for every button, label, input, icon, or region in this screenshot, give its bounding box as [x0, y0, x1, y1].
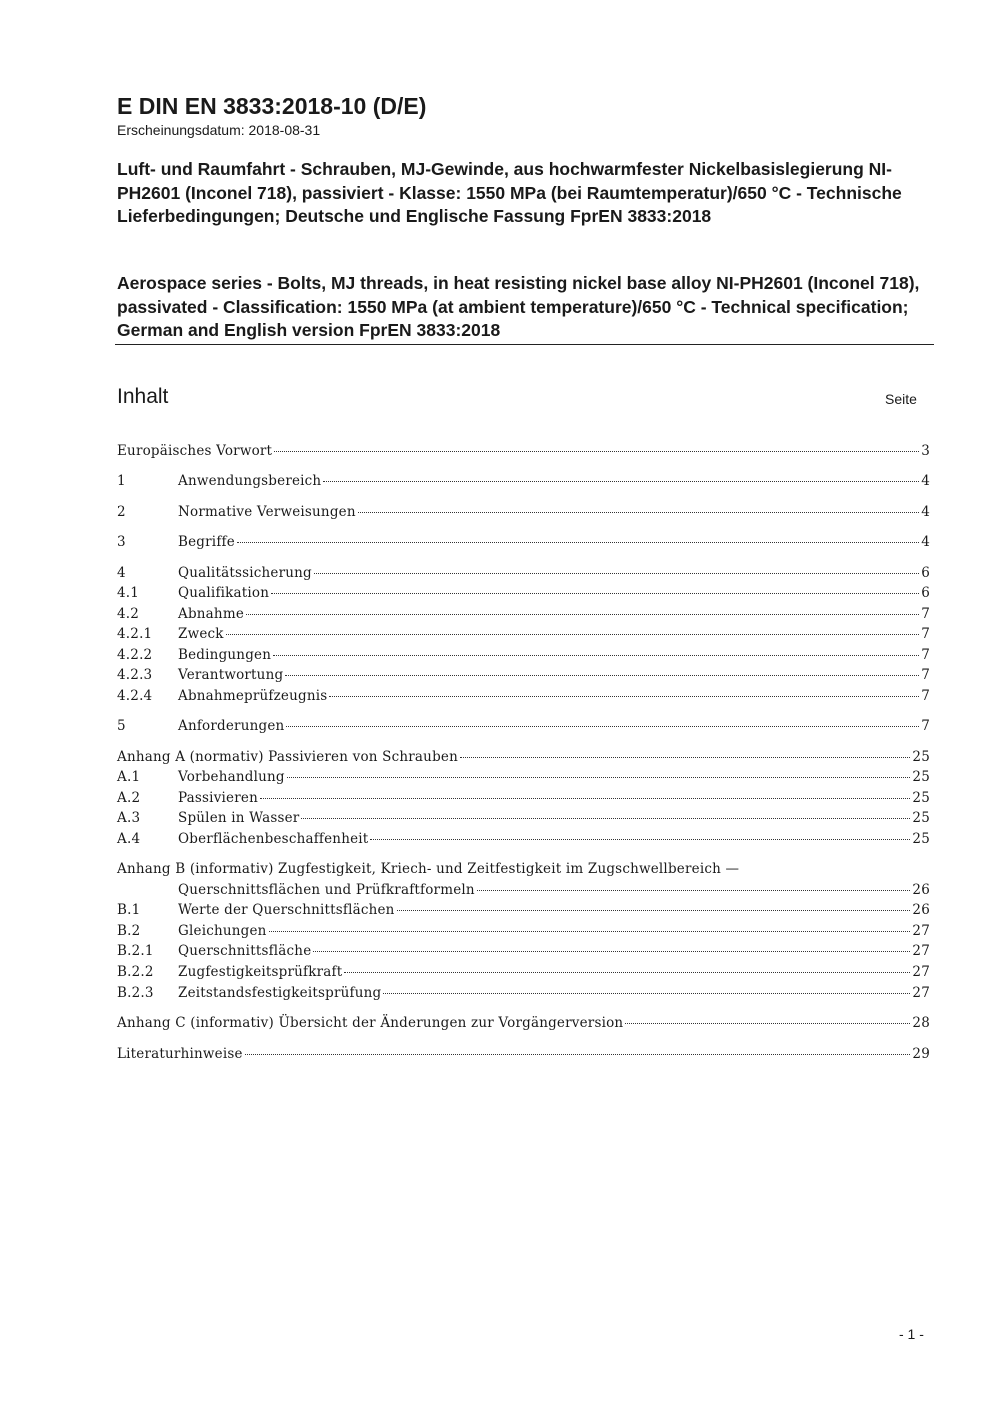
toc-entry-page: 7 — [921, 647, 930, 663]
toc-entry-number: B.1 — [117, 902, 141, 918]
toc-entry[interactable] — [117, 441, 930, 461]
toc-entry-title: Qualifikation — [178, 585, 270, 601]
toc-entry-page: 3 — [921, 443, 930, 459]
toc-entry[interactable] — [117, 1013, 930, 1033]
toc-entry-page: 7 — [921, 667, 930, 683]
toc-entry-title: Werte der Querschnittsflächen — [178, 902, 395, 918]
toc-dot-leader — [323, 481, 919, 482]
toc-entry-page: 29 — [912, 1046, 930, 1062]
toc-entry-title: Spülen in Wasser — [178, 810, 300, 826]
page-column-heading: Seite — [885, 391, 917, 407]
toc-entry[interactable] — [117, 900, 930, 920]
toc-dot-leader — [237, 542, 919, 543]
toc-entry-page: 26 — [912, 882, 930, 898]
toc-dot-leader — [286, 726, 919, 727]
title-english: Aerospace series - Bolts, MJ threads, in heat resisting nickel base alloy NI-PH2601 (Inconel 718), passivated - Classification: 1550 MPa (at ambient temperature)/650 °C - Technical specification; German and English version FprEN 3833:2018 — [117, 273, 920, 340]
toc-entry-number: 4.1 — [117, 585, 140, 601]
toc-dot-leader — [397, 910, 911, 911]
toc-entry-number: 4.2 — [117, 606, 140, 622]
toc-entry-page: 7 — [921, 718, 930, 734]
toc-entry[interactable] — [117, 962, 930, 982]
toc-entry[interactable] — [117, 665, 930, 685]
toc-entry[interactable] — [117, 1044, 930, 1064]
toc-entry-number: B.2.2 — [117, 964, 154, 980]
toc-dot-leader — [383, 993, 910, 994]
toc-entry-title: Querschnittsfläche — [178, 943, 312, 959]
toc-entry-title: Anhang C (informativ) Übersicht der Änderungen zur Vorgängerversion — [117, 1015, 624, 1031]
toc-dot-leader — [285, 675, 919, 676]
toc-entry-number: A.4 — [117, 831, 141, 847]
publication-date: Erscheinungsdatum: 2018-08-31 — [117, 122, 321, 138]
toc-entry[interactable] — [117, 583, 930, 603]
toc-entry-title: Anforderungen — [178, 718, 285, 734]
toc-entry[interactable] — [117, 563, 930, 583]
page-number: - 1 - — [899, 1326, 924, 1342]
toc-entry-page: 25 — [912, 790, 930, 806]
toc-entry-number: 4.2.4 — [117, 688, 153, 704]
toc-entry-title: Querschnittsflächen und Prüfkraftformeln — [178, 882, 475, 898]
toc-entry[interactable] — [117, 686, 930, 706]
toc-dot-leader — [370, 839, 910, 840]
toc-entry-page: 7 — [921, 626, 930, 642]
toc-dot-leader — [245, 1054, 911, 1055]
toc-entry-page: 4 — [921, 534, 930, 550]
toc-entry-number: 4.2.2 — [117, 647, 153, 663]
toc-entry-title: Vorbehandlung — [178, 769, 285, 785]
toc-dot-leader — [358, 512, 919, 513]
toc-entry[interactable] — [117, 716, 930, 736]
toc-entry-page: 6 — [921, 585, 930, 601]
toc-entry-title: Abnahme — [178, 606, 245, 622]
toc-entry-title: Europäisches Vorwort — [117, 443, 273, 459]
toc-entry-page: 4 — [921, 473, 930, 489]
toc-entry[interactable] — [117, 859, 930, 879]
toc-entry-title: Zugfestigkeitsprüfkraft — [178, 964, 343, 980]
toc-entry-title: Literaturhinweise — [117, 1046, 243, 1062]
toc-entry[interactable] — [117, 808, 930, 828]
toc-entry[interactable] — [117, 624, 930, 644]
toc-entry-title: Abnahmeprüfzeugnis — [178, 688, 328, 704]
toc-entry[interactable] — [117, 747, 930, 767]
toc-entry-title: Zeitstandsfestigkeitsprüfung — [178, 985, 382, 1001]
toc-dot-leader — [274, 451, 919, 452]
toc-dot-leader — [314, 573, 919, 574]
toc-entry-number: 4.2.1 — [117, 626, 153, 642]
toc-dot-leader — [477, 890, 911, 891]
toc-entry-number: 1 — [117, 473, 126, 489]
toc-entry[interactable] — [117, 502, 930, 522]
toc-entry[interactable] — [117, 983, 930, 1003]
toc-entry[interactable] — [117, 645, 930, 665]
toc-entry-title: Passivieren — [178, 790, 258, 806]
toc-entry[interactable] — [117, 604, 930, 624]
toc-entry-number: A.2 — [117, 790, 141, 806]
toc-dot-leader — [269, 931, 911, 932]
toc-entry-page: 27 — [912, 923, 930, 939]
toc-entry-page: 25 — [912, 749, 930, 765]
toc-entry-page: 6 — [921, 565, 930, 581]
toc-entry-title: Qualitätssicherung — [178, 565, 312, 581]
toc-entry-page: 28 — [912, 1015, 930, 1031]
toc-entry-page: 25 — [912, 831, 930, 847]
toc-entry[interactable] — [117, 532, 930, 552]
toc-entry-title: Zweck — [178, 626, 224, 642]
toc-entry-page: 27 — [912, 964, 930, 980]
toc-entry-number: B.2.1 — [117, 943, 154, 959]
toc-dot-leader — [344, 972, 910, 973]
toc-entry-title: Anhang A (normativ) Passivieren von Schrauben — [117, 749, 459, 765]
toc-entry-title: Gleichungen — [178, 923, 267, 939]
toc-entry-title: Verantwortung — [178, 667, 284, 683]
toc-entry-page: 26 — [912, 902, 930, 918]
toc-entry[interactable] — [117, 471, 930, 491]
toc-entry-page: 25 — [912, 810, 930, 826]
toc-entry-number: 3 — [117, 534, 126, 550]
toc-entry-title: Bedingungen — [178, 647, 272, 663]
document-id: E DIN EN 3833:2018-10 (D/E) — [117, 93, 427, 119]
toc-entry-title: Anwendungsbereich — [178, 473, 322, 489]
toc-entry[interactable] — [117, 921, 930, 941]
toc-entry-page: 7 — [921, 606, 930, 622]
toc-entry-title: Anhang B (informativ) Zugfestigkeit, Kriech- und Zeitfestigkeit im Zugschwellbereich — — [117, 861, 740, 877]
toc-entry-number: 4.2.3 — [117, 667, 153, 683]
toc-entry[interactable] — [117, 767, 930, 787]
toc-entry-number: 4 — [117, 565, 126, 581]
toc-entry-number: A.1 — [117, 769, 141, 785]
toc-entry-page: 4 — [921, 504, 930, 520]
toc-dot-leader — [226, 634, 920, 635]
toc-entry[interactable] — [117, 788, 930, 808]
toc-entry-page: 27 — [912, 985, 930, 1001]
toc-dot-leader — [287, 777, 911, 778]
toc-dot-leader — [273, 655, 919, 656]
toc-dot-leader — [460, 757, 910, 758]
toc-entry[interactable] — [117, 880, 930, 900]
toc-entry-title: Begriffe — [178, 534, 235, 550]
toc-dot-leader — [246, 614, 919, 615]
toc-entry-number: A.3 — [117, 810, 141, 826]
toc-dot-leader — [329, 696, 919, 697]
toc-dot-leader — [260, 798, 910, 799]
toc-dot-leader — [313, 951, 910, 952]
toc-dot-leader — [271, 593, 919, 594]
toc-entry-page: 25 — [912, 769, 930, 785]
toc-entry-page: 27 — [912, 943, 930, 959]
toc-entry-number: 5 — [117, 718, 126, 734]
toc-entry-page: 7 — [921, 688, 930, 704]
contents-heading: Inhalt — [117, 385, 169, 408]
toc-entry-number: 2 — [117, 504, 126, 520]
toc-entry-title: Normative Verweisungen — [178, 504, 356, 520]
toc-entry-number: B.2.3 — [117, 985, 154, 1001]
toc-dot-leader — [625, 1023, 910, 1024]
toc-entry[interactable] — [117, 941, 930, 961]
toc-entry-title: Oberflächenbeschaffenheit — [178, 831, 369, 847]
toc-entry[interactable] — [117, 829, 930, 849]
toc-dot-leader — [301, 818, 910, 819]
title-german: Luft- und Raumfahrt - Schrauben, MJ-Gewinde, aus hochwarmfester Nickelbasislegierung NI-PH2601 (Inconel 718), passiviert - Klasse: 1550 MPa (bei Raumtemperatur)/650 °C - Technische Lieferbedingungen; Deutsche und Englische Fassung FprEN 3833:2018 — [117, 159, 902, 226]
toc-entry-number: B.2 — [117, 923, 141, 939]
